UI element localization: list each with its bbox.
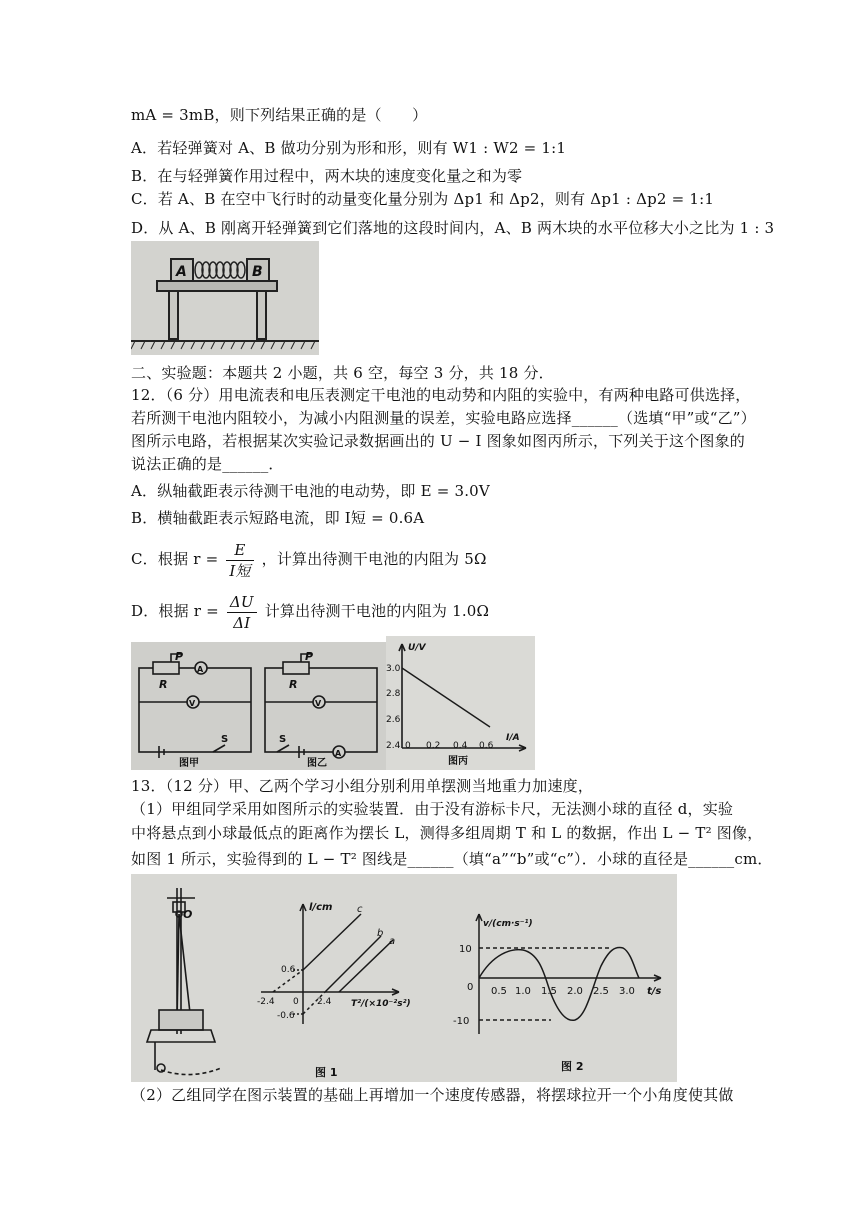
fig1-tick-neg-2-4: -2.4 — [257, 997, 275, 1007]
fig2-xtick-0-5: 0.5 — [491, 986, 507, 997]
fig1-x-label: T²/(×10⁻²s²) — [351, 999, 411, 1009]
fig2-ytick-neg-10: -10 — [453, 1016, 470, 1027]
fig2-ytick-10: 10 — [459, 944, 472, 955]
spring-blocks-figure — [131, 241, 319, 355]
fig1-caption: 图 1 — [315, 1066, 338, 1079]
fig1-line-c-label: c — [357, 904, 363, 915]
q12-option-c — [131, 538, 487, 581]
bing-caption: 图丙 — [448, 756, 468, 767]
yi-p-label: P — [305, 650, 314, 663]
q13-line-2: （1）甲组同学采用如图所示的实验装置．由于没有游标卡尺，无法测小球的直径 d，实验 — [131, 800, 734, 818]
pendulum-figures — [131, 874, 677, 1082]
fig2-y-label: v/(cm·s⁻¹) — [483, 919, 533, 929]
q12-option-c-post: ，计算出待测干电池的内阻为 5Ω — [261, 550, 487, 568]
fig2-caption: 图 2 — [561, 1060, 584, 1073]
fig1-tick-neg-0-6: -0.6 — [277, 1011, 295, 1021]
q12-line-1: 12．（6 分）用电流表和电压表测定干电池的电动势和内阻的实验中，有两种电路可供选择， — [131, 386, 751, 404]
q11-option-d: D．从 A、B 刚离开轻弹簧到它们落地的这段时间内，A、B 两木块的水平位移大小之比为 1 : 3 — [131, 219, 775, 237]
fig1-line-b-label: b — [377, 928, 384, 939]
q12-line-2: 若所测干电池内阻较小，为减小内阻测量的误差，实验电路应选择______（选填“甲”或“乙”） — [131, 409, 756, 427]
block-b-label: B — [252, 264, 263, 280]
q12-option-d-pre: D．根据 r = — [131, 602, 219, 620]
fig2-ytick-0: 0 — [467, 982, 474, 993]
fig2-x-label: t/s — [647, 986, 662, 997]
bing-xtick-0: 0 — [405, 741, 411, 751]
fig2-xtick-3-0: 3.0 — [619, 986, 635, 997]
fig1-line-a-label: a — [389, 936, 396, 947]
q12-option-d-fraction — [227, 592, 257, 633]
fig2-xtick-1-5: 1.5 — [541, 986, 557, 997]
q13-line-5: （2）乙组同学在图示装置的基础上再增加一个速度传感器，将摆球拉开一个小角度使其做 — [131, 1086, 734, 1104]
fig2-xtick-2-0: 2.0 — [567, 986, 583, 997]
q11-condition: mA = 3mB，则下列结果正确的是（ ） — [131, 106, 428, 124]
fig1-tick-0-6: 0.6 — [281, 965, 296, 975]
fig1-tick-2-4: 2.4 — [317, 997, 332, 1007]
bing-ytick-2-8: 2.8 — [386, 689, 401, 699]
q12-option-d — [131, 590, 489, 633]
fig1-y-label: l/cm — [309, 902, 333, 913]
bing-xtick-0-4: 0.4 — [453, 741, 468, 751]
yi-r-label: R — [289, 678, 298, 691]
q12-line-3: 图所示电路，若根据某次实验记录数据画出的 U − I 图象如图丙所示，下列关于这个图象的 — [131, 432, 746, 450]
q11-option-c: C．若 A、B 在空中飞行时的动量变化量分别为 Δp1 和 Δp2，则有 Δp1 : Δp2 = 1:1 — [131, 190, 715, 208]
fig2-xtick-1-0: 1.0 — [515, 986, 531, 997]
q12-line-4: 说法正确的是______． — [131, 455, 284, 473]
block-a-label: A — [176, 264, 187, 280]
jia-p-label: P — [175, 650, 184, 663]
q12-option-c-fraction — [226, 540, 253, 581]
q12-option-d-denominator: ΔI — [233, 613, 251, 632]
q11-option-a: A．若轻弹簧对 A、B 做功分别为形和形，则有 W1 : W2 = 1:1 — [131, 139, 567, 157]
yi-caption: 图乙 — [307, 758, 327, 769]
bing-ytick-2-4: 2.4 — [386, 741, 401, 751]
q12-option-b: B．横轴截距表示短路电流，即 I短 = 0.6A — [131, 509, 425, 527]
q13-line-4: 如图 1 所示，实验得到的 L − T² 图线是______（填“a”“b”或“c”）．小球的直径是______cm． — [131, 850, 773, 868]
q12-option-d-numerator: ΔU — [227, 592, 257, 613]
jia-switch-label: S — [221, 734, 229, 745]
q11-option-b: B．在与轻弹簧作用过程中，两木块的速度变化量之和为零 — [131, 167, 523, 185]
ui-graph-bing — [386, 636, 535, 770]
jia-r-label: R — [159, 678, 168, 691]
q12-option-c-pre: C．根据 r = — [131, 550, 219, 568]
bing-ytick-2-6: 2.6 — [386, 715, 401, 725]
yi-switch-label: S — [279, 734, 287, 745]
bing-xtick-0-2: 0.2 — [426, 741, 441, 751]
yi-ammeter-label: A — [335, 749, 342, 758]
q12-option-c-denominator: I短 — [229, 561, 251, 580]
section-2-heading: 二、实验题：本题共 2 小题，共 6 空，每空 3 分，共 18 分． — [131, 364, 554, 382]
circuit-figures — [131, 642, 386, 770]
bing-x-label: I/A — [506, 733, 520, 743]
bing-y-label: U/V — [408, 643, 426, 653]
q13-line-1: 13．（12 分）甲、乙两个学习小组分别利用单摆测当地重力加速度， — [131, 777, 594, 795]
bing-xtick-0-6: 0.6 — [479, 741, 494, 751]
yi-voltmeter-label: V — [315, 699, 322, 708]
fig1-tick-0: 0 — [293, 997, 299, 1007]
q13-line-3: 中将悬点到小球最低点的距离作为摆长 L，测得多组周期 T 和 L 的数据，作出 L − T² 图像， — [131, 824, 763, 842]
fig2-xtick-2-5: 2.5 — [593, 986, 609, 997]
q12-option-a: A．纵轴截距表示待测干电池的电动势，即 E = 3.0V — [131, 482, 490, 500]
q12-option-c-numerator: E — [226, 540, 253, 561]
pendulum-pivot-label: O — [183, 908, 193, 921]
q12-option-d-post: 计算出待测干电池的内阻为 1.0Ω — [264, 602, 490, 620]
jia-caption: 图甲 — [179, 758, 199, 769]
jia-voltmeter-label: V — [189, 699, 196, 708]
jia-ammeter-label: A — [197, 665, 204, 674]
bing-ytick-3-0: 3.0 — [386, 664, 401, 674]
